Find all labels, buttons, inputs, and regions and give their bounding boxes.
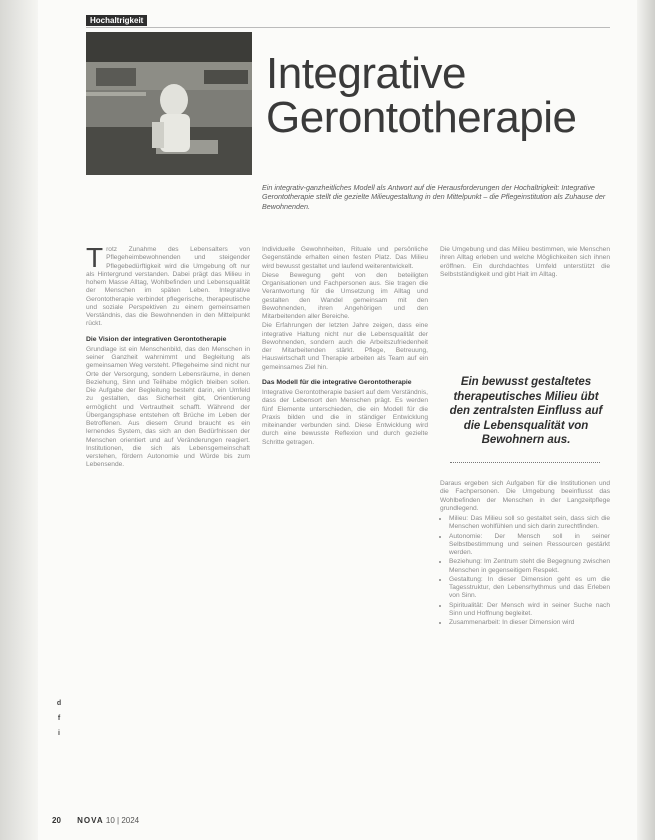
article-title xyxy=(266,49,626,142)
col1-body: Grundlage ist ein Menschenbild, das den Menschen in seiner Ganzheit wahrnimmt und Begleitung als gemeinsamen Weg versteht. Pflegeheime sind nicht nur Orte der Versorgung, sondern Lebensräume, in denen Beziehung, Sinn und Teilhabe möglich bleiben sollen. Die Aufgabe der Begleitung besteht darin, ein Umfeld zu gestalten, das Sicherheit gibt, Orientierung ermöglicht und Vertrautheit schafft. Während der Übergangsphase entstehen oft Brüche im Leben der Betroffenen. Aus diesem Grund braucht es ein lernendes System, das sich an den Bedürfnissen der Menschen orientiert und auf Veränderungen reagiert. Institutionen, die sich als Lebensgemeinschaft verstehen, fördern Autonomie und Würde bis zum Lebensende. xyxy=(86,345,250,469)
magazine-brand: NOVA xyxy=(77,816,104,825)
language-letter: i xyxy=(58,730,60,737)
column-2 xyxy=(262,246,428,448)
col2-p1: Individuelle Gewohnheiten, Rituale und persönliche Gegenstände erhalten einen festen Platz. Das Milieu wird bewusst gestaltet und laufend weiterentwickelt. xyxy=(262,246,428,270)
lead-paragraph: Ein integrativ-ganzheitliches Modell als Antwort auf die Herausforderungen der Hochaltrigkeit: Integrative Gerontotherapie stellt die gezielte Milieugestaltung in den Mittelpunkt – die Pflegeinstitution als Zuhause der Bewohnenden. xyxy=(262,183,606,211)
column-1 xyxy=(86,242,250,471)
pull-quote-rule xyxy=(450,462,600,463)
page-number: 20 xyxy=(52,816,61,825)
col3-p1: Die Umgebung und das Milieu bestimmen, wie Menschen ihren Alltag erleben und welche Möglichkeiten sich ihnen eröffnen. Ein durchdachtes Umfeld unterstützt die Selbstständigkeit und gibt Halt im Alltag. xyxy=(440,246,610,278)
col2-p4: Integrative Gerontotherapie basiert auf dem Verständnis, dass der Lebensort den Menschen prägt. Es werden fünf Elemente unterschieden, die ein Modell für die Praxis bilden und die in ständiger Entwicklung miteinander verbunden sind. Diese Entwicklung wird durch eine bewusste Reflexion und durch gezielte Schritte getragen. xyxy=(262,389,428,446)
page-footer xyxy=(52,816,139,825)
language-letter: d xyxy=(56,700,62,707)
page-gutter-shadow xyxy=(0,0,38,840)
language-letter: f xyxy=(57,715,61,722)
list-item: • Gestaltung: In dieser Dimension geht es um die Tagesstruktur, den Lebensrhythmus und das Erleben von Sinn. xyxy=(449,576,610,601)
list-item: • Autonomie: Der Mensch soll in seiner Selbstbestimmung und seinen Ressourcen gestärkt werden. xyxy=(449,533,610,558)
section-tag: Hochaltrigkeit xyxy=(86,15,147,26)
list-item: • Spiritualität: Der Mensch wird in seiner Suche nach Sinn und Hoffnung begleitet. xyxy=(449,602,610,619)
title-line-2: Gerontotherapie xyxy=(266,93,577,142)
language-sidebar xyxy=(52,700,66,800)
col2-p2: Diese Bewegung geht von den beteiligten Organisationen und Fachpersonen aus. Sie tragen die Verantwortung für die Umsetzung im Alltag und gestalten den Wandel gemeinsam mit den Bewohnenden, ihren Angehörigen und den Mitarbeitenden aller Bereiche. xyxy=(262,271,428,320)
page-edge-shadow xyxy=(637,0,655,840)
article-photo xyxy=(86,32,252,175)
col1-heading: Die Vision der integrativen Gerontotherapie xyxy=(86,335,227,343)
col2-heading: Das Modell für die integrative Gerontotherapie xyxy=(262,378,412,386)
title-line-1: Integrative xyxy=(266,49,466,98)
dimension-list xyxy=(440,515,610,627)
list-item: • Beziehung: Im Zentrum steht die Begegnung zwischen Menschen in gegenseitigem Respekt. xyxy=(449,558,610,575)
issue-number: 10 | 2024 xyxy=(105,816,140,825)
list-item: • Zusammenarbeit: In dieser Dimension wird xyxy=(449,619,610,627)
column-3-bottom xyxy=(440,480,610,628)
dropcap: T xyxy=(86,242,104,273)
list-item: • Milieu: Das Milieu soll so gestaltet sein, dass sich die Menschen wohlfühlen und sich darin zurechtfinden. xyxy=(449,515,610,532)
header-rule xyxy=(86,27,610,28)
col2-p3: Die Erfahrungen der letzten Jahre zeigen, dass eine integrative Haltung nicht nur die Lebensqualität der Bewohnenden, sondern auch die Arbeitszufriedenheit der Mitarbeitenden stärkt. Pflege, Betreuung, Hauswirtschaft und Therapie arbeiten als Team auf ein gemeinsames Ziel hin. xyxy=(262,322,428,371)
col3-p2: Daraus ergeben sich Aufgaben für die Institutionen und die Fachpersonen. Die Umgebung beeinflusst das Wohlbefinden der Menschen in der Langzeitpflege grundlegend. xyxy=(440,480,610,512)
pull-quote: Ein bewusst gestaltetes therapeutisches Milieu übt den zentralsten Einfluss auf die Lebensqualität von Bewohnern aus. xyxy=(449,376,603,446)
column-3-top xyxy=(440,246,610,280)
col1-intro: rotz Zunahme des Lebensalters von Pflegeheimbewohnenden und steigender Pflegebedürftigkeit wird die Umgebung oft nur als Hintergrund verstanden. Dabei prägt das Milieu in hohem Masse Alltag, Wohlbefinden und Lebensqualität der Menschen im späten Leben. Integrative Gerontotherapie verbindet pflegerische, therapeutische und soziale Perspektiven zu einem gemeinsamen Verständnis, das die Bewohnenden in den Mittelpunkt rückt. xyxy=(86,246,250,328)
